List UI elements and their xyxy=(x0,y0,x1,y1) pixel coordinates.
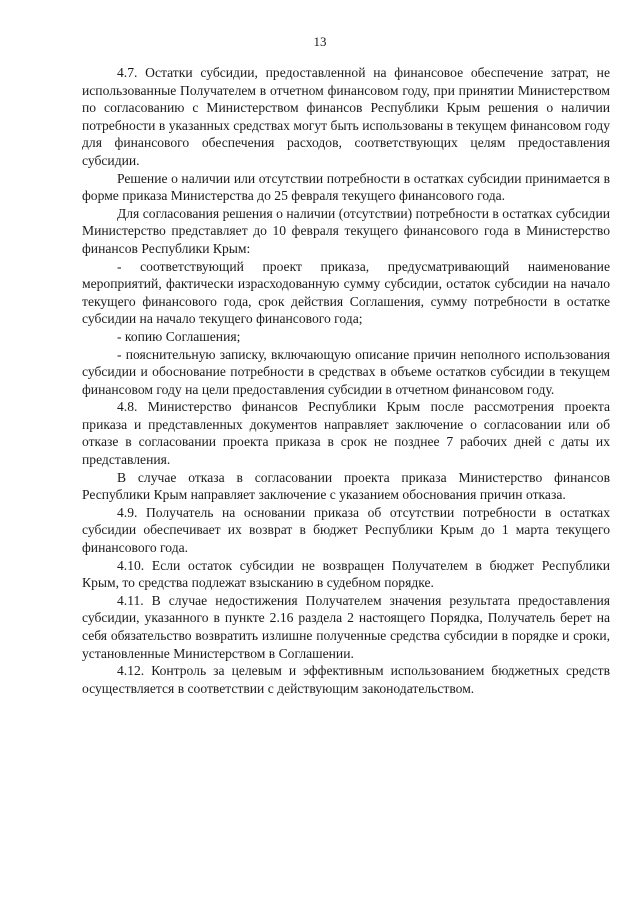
paragraph-4-9: 4.9. Получатель на основании приказа об отсутствии потребности в остатках субсидии обеспечивает их возврат в бюджет Республики Крым до 1 марта текущего финансового года. xyxy=(82,504,610,556)
list-item-draft-order: - соответствующий проект приказа, предусматривающий наименование мероприятий, фактически израсходованную сумму субсидии, остаток субсидии на начало текущего финансового года, срок действия Соглашения, сумму потребности в остатке субсидии на начало текущего финансового года; xyxy=(82,258,610,327)
paragraph-4-10: 4.10. Если остаток субсидии не возвращен Получателем в бюджет Республики Крым, то средства подлежат взысканию в судебном порядке. xyxy=(82,557,610,591)
list-item-agreement-copy: - копию Соглашения; xyxy=(117,328,241,344)
document-body xyxy=(82,64,610,697)
paragraph-4-12: 4.12. Контроль за целевым и эффективным использованием бюджетных средств осуществляется в соответствии с действующим законодательством. xyxy=(82,663,610,696)
paragraph-refusal: В случае отказа в согласовании проекта приказа Министерство финансов Республики Крым направляет заключение с указанием обоснования причин отказа. xyxy=(82,469,610,503)
list-item-explanatory-note: - пояснительную записку, включающую описание причин неполного использования субсидии и обоснование потребности в средствах в объеме остатков субсидии в текущем финансовом году на цели предоставления субсидии в отчетном финансовом году. xyxy=(82,346,610,397)
paragraph-decision-form: Решение о наличии или отсутствии потребности в остатках субсидии принимается в форме приказа Министерства до 25 февраля текущего финансового года. xyxy=(82,170,610,204)
paragraph-4-8: 4.8. Министерство финансов Республики Крым после рассмотрения проекта приказа и представленных документов направляет заключение о согласовании или об отказе в согласовании проекта приказа в срок не позднее 7 рабочих дней с даты их представления. xyxy=(82,399,610,468)
page-number: 13 xyxy=(313,34,327,49)
paragraph-approval-submission: Для согласования решения о наличии (отсутствии) потребности в остатках субсидии Министерство представляет до 10 февраля текущего финансового года в Министерство финансов Республики Крым: xyxy=(82,205,610,256)
paragraph-4-11: 4.11. В случае недостижения Получателем значения результата предоставления субсидии, указанного в пункте 2.16 раздела 2 настоящего Порядка, Получатель берет на себя обязательство возвратить излишне полученные средства субсидии в порядке и сроки, установленные Министерством в Соглашении. xyxy=(82,592,610,661)
paragraph-4-7: 4.7. Остатки субсидии, предоставленной на финансовое обеспечение затрат, не использованные Получателем в отчетном финансовом году, при принятии Министерством по согласованию с Министерством финансов Республики Крым решения о наличии потребности в указанных средствах могут быть использованы в текущем финансовом году для финансового обеспечения расходов, соответствующих целям предоставления субсидии. xyxy=(82,65,610,168)
